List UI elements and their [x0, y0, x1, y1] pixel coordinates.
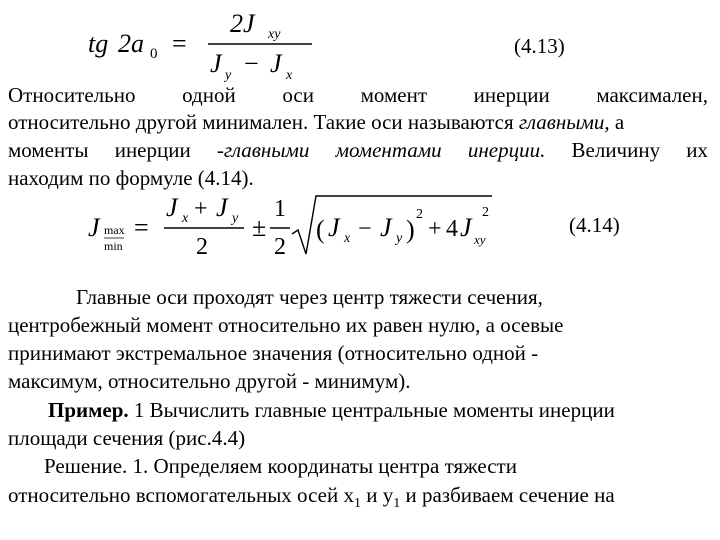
- eq414-rad-sq2: 2: [482, 205, 489, 220]
- eq414-rad-x: x: [344, 231, 351, 246]
- eq414-num-x: x: [182, 211, 189, 226]
- equation-4-14: [84, 190, 504, 266]
- eq414-equals: =: [134, 213, 149, 242]
- eq413-lhs-fn: tg: [88, 29, 109, 58]
- solution-line1: Решение. 1. Определяем координаты центра тяжести: [44, 454, 517, 478]
- eq414-max: max: [104, 223, 125, 237]
- eq413-equals: =: [172, 29, 187, 58]
- eq413-lhs-sub: 0: [150, 46, 158, 62]
- p1-line4: находим по формуле (4.14).: [8, 166, 254, 190]
- equation-number-4-14: (4.14): [569, 213, 620, 237]
- eq414-num-Jy: J: [216, 193, 228, 222]
- eq414-rad-sq: 2: [416, 207, 423, 222]
- eq414-pm: ±: [252, 213, 267, 242]
- term-main-moments: главными моментами инерции.: [223, 138, 546, 162]
- p1-line1: Относительно одной оси момент инерции максимален,: [8, 83, 708, 107]
- p2-line2: центробежный момент относительно их равен нулю, а осевые: [8, 313, 564, 337]
- eq413-numerator: 2J: [230, 9, 255, 38]
- p2-line1: Главные оси проходят через центр тяжести сечения,: [76, 285, 543, 309]
- eq414-rad-Jy: J: [380, 213, 392, 242]
- p2-line3: принимают экстремальное значения (относительно одной -: [8, 341, 539, 365]
- eq414-rad-Jx: J: [328, 213, 340, 242]
- eq414-den-2: 2: [196, 234, 208, 260]
- eq414-J: J: [88, 213, 100, 242]
- eq414-min: min: [104, 239, 123, 253]
- p2-line4: максимум, относительно другой - минимум).: [8, 369, 411, 393]
- term-main-axes: главными,: [518, 110, 610, 134]
- eq414-rad-close: ): [406, 215, 415, 244]
- eq414-num-Jx: J: [166, 193, 178, 222]
- example-label: Пример.: [48, 398, 129, 422]
- example-line1: Пример. 1 Вычислить главные центральные моменты инерции: [48, 398, 615, 422]
- equation-number-4-13: (4.13): [514, 34, 565, 58]
- eq414-rad-y: y: [396, 231, 403, 246]
- p1-line3: моменты инерции -главными моментами инерции. Величину их: [8, 138, 709, 162]
- eq413-den-minus: −: [244, 49, 259, 78]
- eq414-num-y: y: [232, 211, 239, 226]
- equation-4-13: [80, 2, 340, 82]
- eq414-rad-4: 4: [446, 216, 458, 242]
- eq413-numerator-sub: xy: [268, 27, 281, 42]
- eq414-one: 1: [274, 196, 286, 222]
- p1-line2: относительно другой минимален. Такие оси называются главными, а: [8, 110, 625, 134]
- eq414-rad-xy: xy: [474, 232, 486, 247]
- eq414-num-plus: +: [194, 196, 208, 222]
- eq413-den-b-sub: x: [286, 68, 293, 82]
- eq414-rad-minus: −: [358, 216, 372, 242]
- example-line2: площади сечения (рис.4.4): [8, 426, 246, 450]
- eq413-lhs-arg: 2a: [118, 29, 144, 58]
- eq413-den-a-sub: y: [225, 68, 232, 82]
- eq414-rad-open: (: [316, 215, 325, 244]
- eq414-rad-plus: +: [428, 216, 442, 242]
- solution-line2: относительно вспомогательных осей $х_1$ и $у_1$ и разбиваем сечение на: [8, 483, 615, 512]
- eq414-two: 2: [274, 234, 286, 260]
- eq413-den-a: J: [210, 49, 222, 78]
- eq413-den-b: J: [270, 49, 282, 78]
- eq414-rad-Jxy: J: [460, 213, 472, 242]
